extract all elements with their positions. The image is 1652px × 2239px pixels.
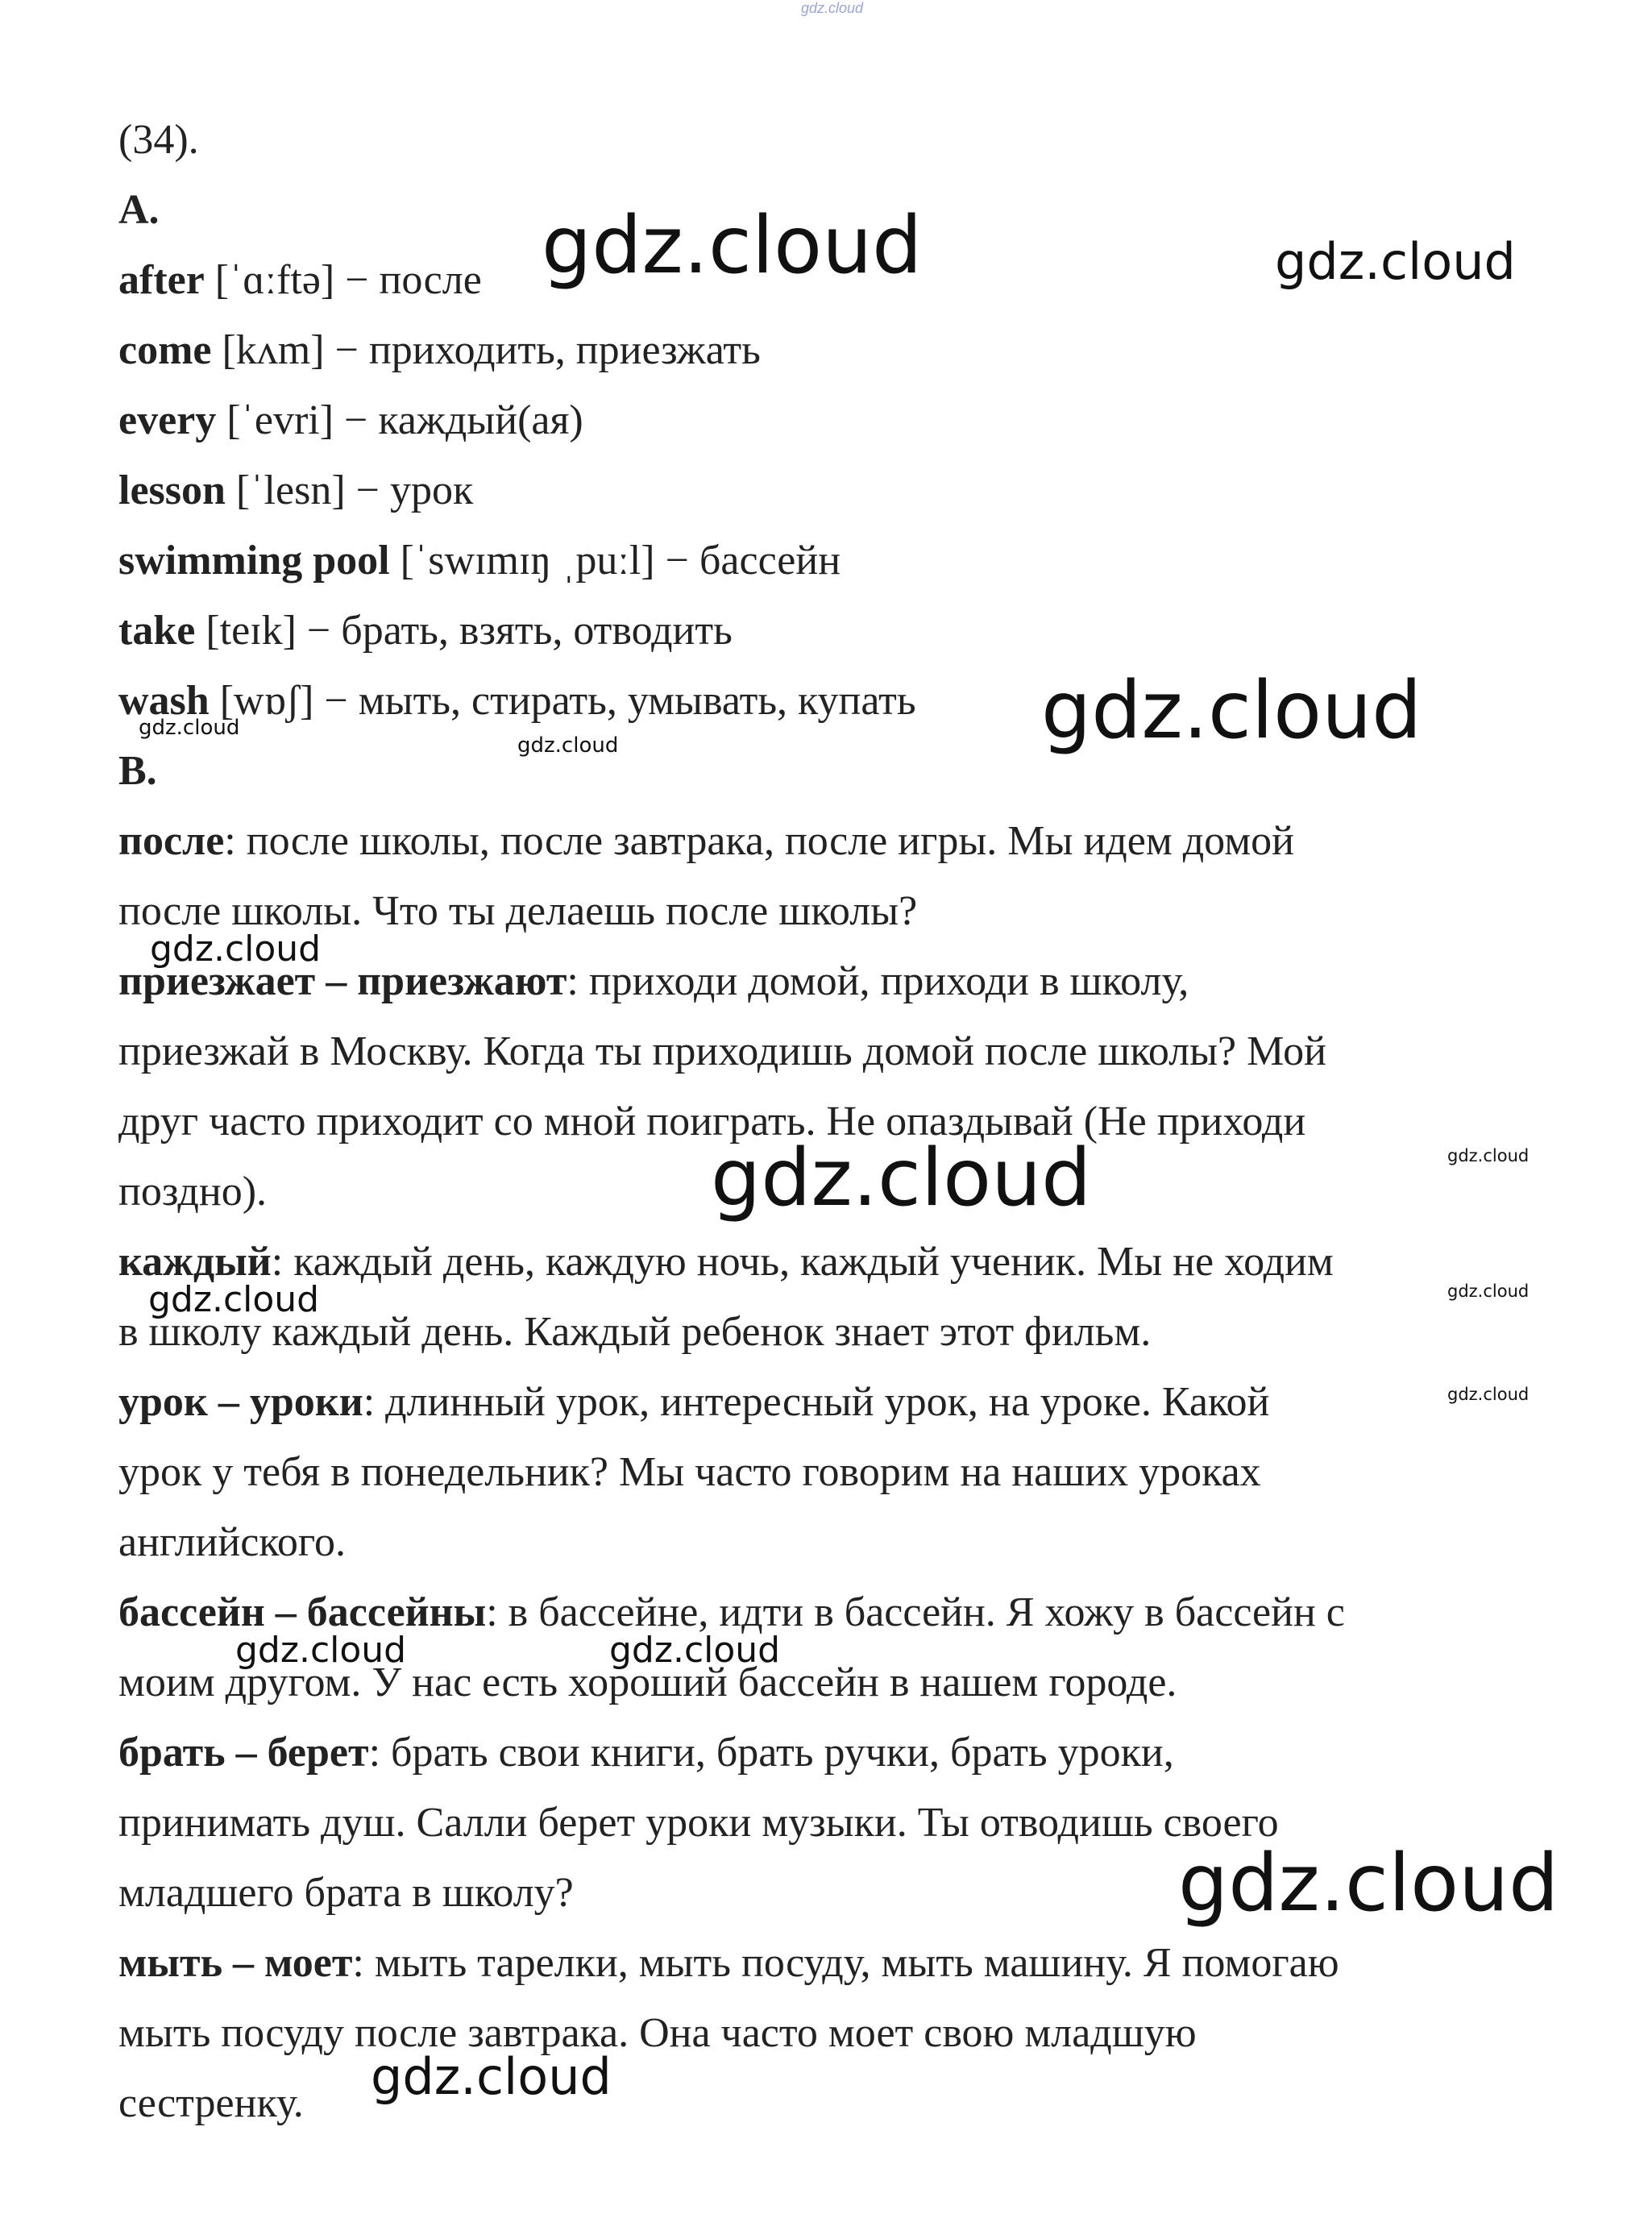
vocab-word: come bbox=[118, 327, 212, 373]
watermark: gdz.cloud bbox=[235, 1630, 407, 1671]
paragraph-every-line-2: в школу каждый день. Каждый ребенок знает этот фильм. bbox=[118, 1309, 1152, 1355]
vocab-word: wash bbox=[118, 678, 210, 724]
paragraph-come-line-2: приезжай в Москву. Когда ты приходишь домой после школы? Мой bbox=[118, 1028, 1326, 1074]
paragraph-lesson-line-2: урок у тебя в понедельник? Мы часто говорим на наших уроках bbox=[118, 1449, 1261, 1495]
exercise-number: (34). bbox=[118, 117, 199, 163]
paragraph-take-line-3: младшего брата в школу? bbox=[118, 1870, 574, 1916]
vocab-definition: [ˈevri] − каждый(ая) bbox=[216, 397, 583, 443]
watermark: gdz.cloud bbox=[1447, 1282, 1530, 1301]
watermark: gdz.cloud bbox=[148, 1279, 320, 1320]
vocab-entry-every bbox=[118, 385, 1545, 455]
vocab-word: every bbox=[118, 397, 217, 443]
paragraph-text: : приходи домой, приходи в школу, bbox=[567, 958, 1189, 1004]
paragraph-lead: мыть – моет bbox=[118, 1940, 353, 1986]
watermark: gdz.cloud bbox=[139, 716, 240, 740]
document-body bbox=[118, 105, 1545, 2138]
section-b-label: B. bbox=[118, 748, 157, 794]
vocab-word: take bbox=[118, 608, 196, 654]
vocab-entry-come bbox=[118, 315, 1545, 385]
paragraph-take-line-1 bbox=[118, 1718, 1545, 1788]
paragraph-lead: после bbox=[118, 818, 225, 864]
paragraph-text: : после школы, после завтрака, после игры. Мы идем домой bbox=[224, 818, 1294, 864]
paragraph-lead: урок – уроки bbox=[118, 1379, 363, 1425]
watermark: gdz.cloud bbox=[1041, 665, 1422, 757]
vocab-word: after bbox=[118, 257, 205, 303]
vocab-definition: [teɪk] − брать, взять, отводить bbox=[195, 608, 733, 654]
paragraph-lead: брать – берет bbox=[118, 1730, 369, 1776]
watermark: gdz.cloud bbox=[371, 2047, 612, 2106]
watermark: gdz.cloud bbox=[711, 1132, 1092, 1224]
watermark: gdz.cloud bbox=[1178, 1838, 1559, 1930]
vocab-definition: [ˈlesn] − урок bbox=[225, 467, 474, 513]
vocab-entry-swimming-pool bbox=[118, 525, 1545, 596]
vocab-definition: [ˈɑːftə] − после bbox=[204, 257, 482, 303]
paragraph-lesson-line-1 bbox=[118, 1367, 1545, 1437]
paragraph-come-line-1 bbox=[118, 946, 1545, 1016]
vocab-entry-lesson bbox=[118, 455, 1545, 525]
watermark: gdz.cloud bbox=[542, 200, 923, 292]
watermark: gdz.cloud bbox=[150, 928, 322, 970]
vocab-definition: [ˈswɪmɪŋ ˌpuːl] − бассейн bbox=[389, 538, 841, 584]
paragraph-after-line-2: после школы. Что ты делаешь после школы? bbox=[118, 888, 918, 934]
paragraph-take-line-2: принимать душ. Салли берет уроки музыки. Ты отводишь своего bbox=[118, 1800, 1279, 1846]
paragraph-after-line-1 bbox=[118, 806, 1545, 876]
paragraph-text: : мыть тарелки, мыть посуду, мыть машину. Я помогаю bbox=[352, 1940, 1339, 1986]
watermark: gdz.cloud bbox=[517, 733, 619, 758]
paragraph-text: : каждый день, каждую ночь, каждый ученик. Мы не ходим bbox=[271, 1239, 1334, 1285]
paragraph-lead: бассейн – бассейны bbox=[118, 1589, 487, 1635]
vocab-definition: [kʌm] − приходить, приезжать bbox=[211, 327, 761, 373]
paragraph-lead: каждый bbox=[118, 1239, 272, 1285]
watermark: gdz.cloud bbox=[609, 1630, 781, 1671]
paragraph-lesson-line-3: английского. bbox=[118, 1519, 346, 1565]
paragraph-come-line-3: друг часто приходит со мной поиграть. Не опаздывай (Не приходи bbox=[118, 1099, 1306, 1144]
vocab-word: swimming pool bbox=[118, 538, 390, 584]
watermark: gdz.cloud bbox=[1447, 1146, 1530, 1165]
vocab-entry-take bbox=[118, 596, 1545, 666]
watermark: gdz.cloud bbox=[1275, 232, 1516, 291]
vocab-word: lesson bbox=[118, 467, 226, 513]
header-watermark: gdz.cloud bbox=[801, 0, 864, 16]
paragraph-wash-line-2: мыть посуду после завтрака. Она часто моет свою младшую bbox=[118, 2010, 1197, 2056]
vocab-definition: [wɒʃ] − мыть, стирать, умывать, купать bbox=[209, 678, 916, 724]
paragraph-come-line-4: поздно). bbox=[118, 1169, 268, 1215]
paragraph-every-line-1 bbox=[118, 1227, 1545, 1297]
paragraph-wash-line-3: сестренку. bbox=[118, 2080, 304, 2126]
paragraph-text: : длинный урок, интересный урок, на уроке. Какой bbox=[363, 1379, 1270, 1425]
watermark: gdz.cloud bbox=[1447, 1385, 1530, 1404]
paragraph-lead: приезжает – приезжают bbox=[118, 958, 567, 1004]
paragraph-text: : брать свои книги, брать ручки, брать уроки, bbox=[368, 1730, 1174, 1776]
paragraph-pool-line-2: моим другом. У нас есть хороший бассейн в нашем городе. bbox=[118, 1660, 1177, 1705]
paragraph-wash-line-1 bbox=[118, 1928, 1545, 1998]
section-a-label: A. bbox=[118, 187, 160, 233]
paragraph-text: : в бассейне, идти в бассейн. Я хожу в бассейн с bbox=[486, 1589, 1345, 1635]
